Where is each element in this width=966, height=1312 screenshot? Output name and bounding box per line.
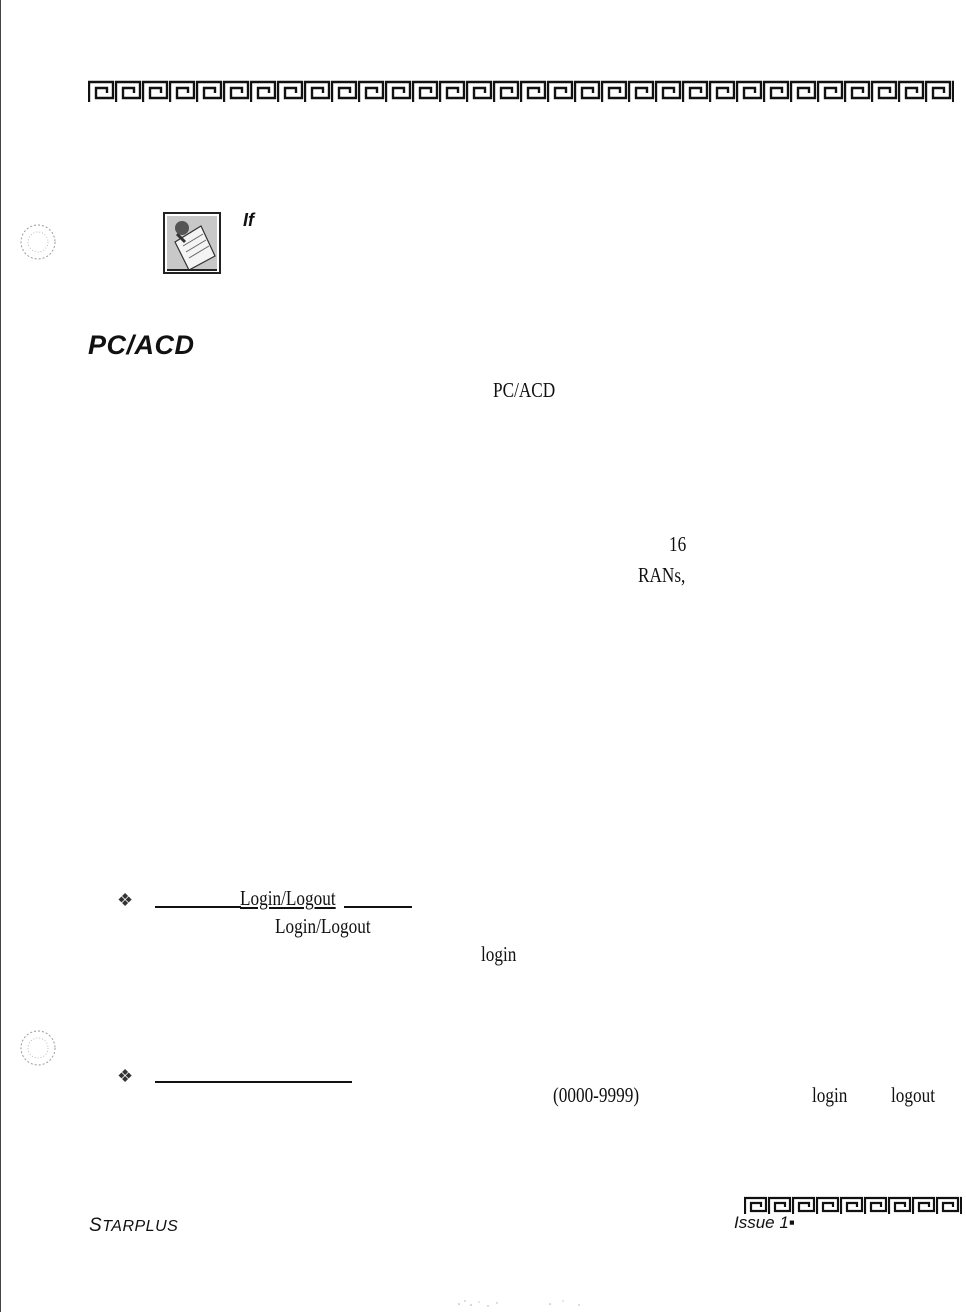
text-fragment-16: 16 — [669, 532, 687, 556]
text-fragment-logout: logout — [891, 1083, 936, 1107]
note-pad-icon — [163, 212, 221, 274]
underline-rule — [155, 906, 241, 908]
footer-issue: Issue 1▪ — [734, 1213, 795, 1232]
underline-rule — [155, 1081, 352, 1083]
note-text: If — [243, 210, 254, 230]
text-fragment-rans: RANs, — [638, 563, 686, 587]
text-fragment-login: login — [481, 942, 517, 966]
text-fragment-login: login — [812, 1083, 848, 1107]
binder-hole-icon — [18, 1028, 58, 1068]
underline-rule — [344, 906, 412, 908]
section-heading: PC/ACD — [88, 330, 195, 360]
text-fragment-login-logout: Login/Logout — [240, 886, 336, 910]
binder-hole-icon — [18, 222, 58, 262]
text-fragment-pcacd: PC/ACD — [493, 378, 556, 402]
scan-speckle — [455, 1296, 595, 1310]
page-left-edge — [0, 0, 1, 1312]
text-fragment-login-logout: Login/Logout — [275, 914, 371, 938]
text-fragment-code-range: (0000-9999) — [553, 1083, 640, 1107]
diamond-bullet-icon: ❖ — [117, 890, 134, 910]
footer-product-name: STARPLUS — [89, 1215, 179, 1236]
greek-key-border-icon — [88, 80, 954, 104]
diamond-bullet-icon: ❖ — [117, 1066, 134, 1086]
